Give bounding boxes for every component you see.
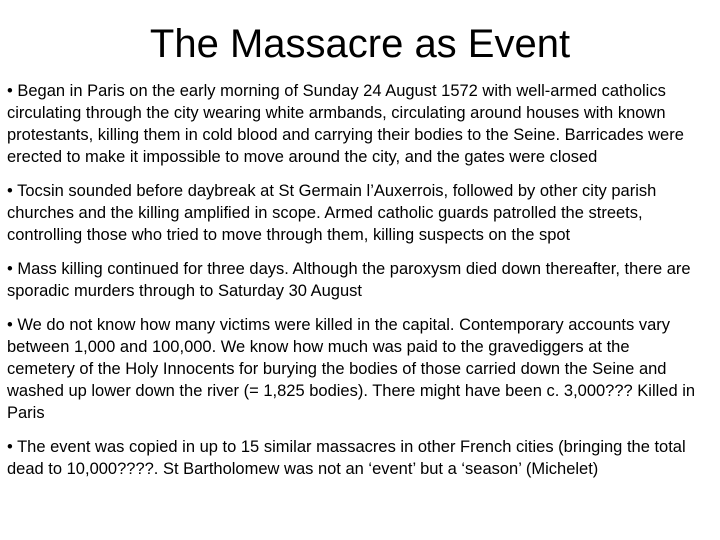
bullet-item [7, 314, 697, 424]
bullet-item [7, 258, 697, 302]
bullet-mark: • [7, 316, 13, 334]
bullet-text: Mass killing continued for three days. Although the paroxysm died down thereafter, there are sporadic murders through to Saturday 30 August [7, 260, 691, 300]
bullet-text: Began in Paris on the early morning of Sunday 24 August 1572 with well-armed catholics circulating through the city wearing white armbands, circulating around houses with known protestants, killing them in cold blood and carrying their bodies to the Seine. Barricades were erected to make it impossible to move around the city, and the gates were closed [7, 82, 684, 166]
slide-title: The Massacre as Event [149, 22, 571, 66]
bullet-list [7, 80, 697, 492]
bullet-item [7, 436, 697, 480]
bullet-item [7, 80, 697, 168]
bullet-item [7, 180, 697, 246]
bullet-text: Tocsin sounded before daybreak at St Germain l’Auxerrois, followed by other city parish churches and the killing amplified in scope. Armed catholic guards patrolled the streets, controlling those who tried to move through them, killing suspects on the spot [7, 182, 657, 244]
bullet-text: We do not know how many victims were killed in the capital. Contemporary accounts vary between 1,000 and 100,000. We know how much was paid to the gravediggers at the cemetery of the Holy Innocents for burying the bodies of those carried down the Seine and washed up lower down the river (= 1,825 bodies). There might have been c. 3,000??? Killed in Paris [7, 316, 696, 422]
bullet-text: The event was copied in up to 15 similar massacres in other French cities (bringing the total dead to 10,000????. St Bartholomew was not an ‘event’ but a ‘season’ (Michelet) [7, 438, 686, 478]
bullet-mark: • [7, 182, 13, 200]
bullet-mark: • [7, 82, 13, 100]
bullet-mark: • [7, 260, 13, 278]
bullet-mark: • [7, 438, 13, 456]
